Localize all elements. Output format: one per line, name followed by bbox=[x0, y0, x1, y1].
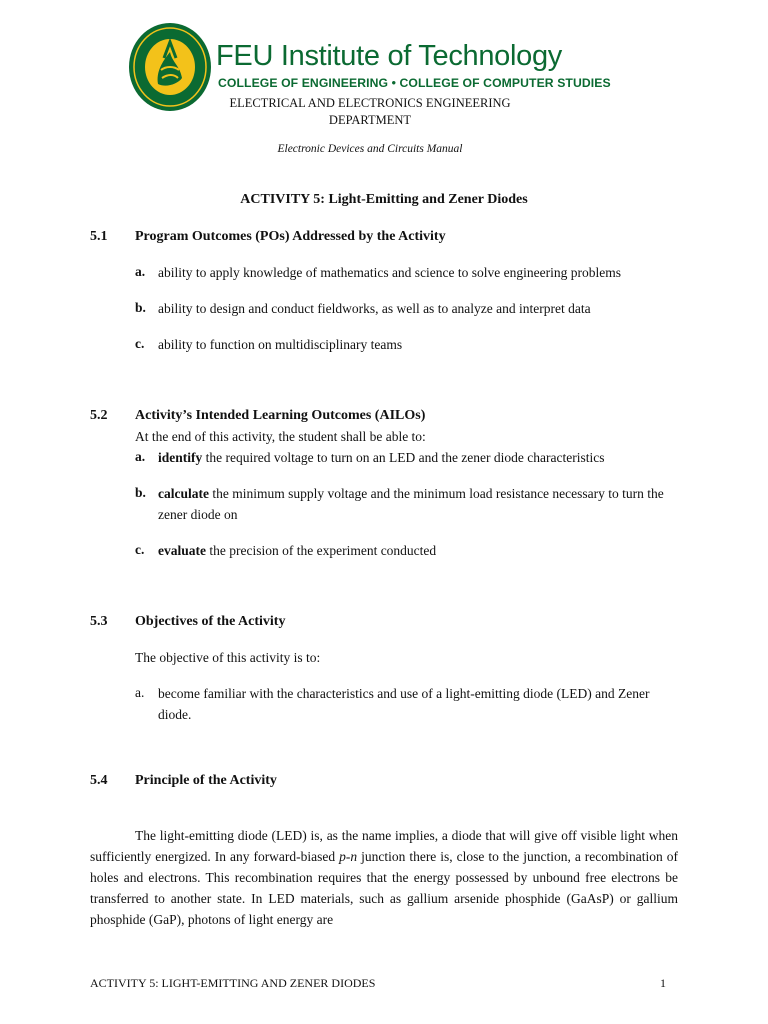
section-5-4-number: 5.4 bbox=[90, 773, 108, 788]
po-c-text: ability to function on multidisciplinary teams bbox=[158, 337, 403, 352]
principle-text-b: junction there is, close to the junction, a recombination of holes and electrons. This recombination requires that the energy possessed by unbound free electrons be transferred to another state. In LED materials, such as gallium arsenide phosphide (GaAsP) or gallium phosphide (GaP), photons of light energy are bbox=[90, 849, 678, 927]
objective-a-letter: a. bbox=[135, 685, 145, 700]
po-b-text: ability to design and conduct fieldworks, as well as to analyze and interpret data bbox=[158, 301, 591, 316]
ailo-a-body: the required voltage to turn on an LED and the zener diode characteristics bbox=[202, 450, 605, 465]
colleges-line: COLLEGE OF ENGINEERING • COLLEGE OF COMPUTER STUDIES bbox=[218, 76, 611, 90]
ailo-b-body: the minimum supply voltage and the minimum load resistance necessary to turn the zener diode on bbox=[158, 486, 664, 522]
section-5-2-number: 5.2 bbox=[90, 408, 108, 423]
ailo-intro: At the end of this activity, the student shall be able to: bbox=[135, 429, 426, 444]
ailo-c-body: the precision of the experiment conducted bbox=[206, 543, 437, 558]
ailo-b-verb: calculate bbox=[158, 486, 209, 501]
ailo-a-text bbox=[158, 447, 678, 468]
ailo-b-text bbox=[158, 483, 678, 525]
section-5-3-number: 5.3 bbox=[90, 614, 108, 629]
section-5-1-number: 5.1 bbox=[90, 229, 108, 244]
activity-title: ACTIVITY 5: Light-Emitting and Zener Diodes bbox=[240, 192, 528, 207]
section-5-4-title: Principle of the Activity bbox=[135, 773, 277, 788]
department-line-1: ELECTRICAL AND ELECTRONICS ENGINEERING bbox=[229, 96, 511, 110]
ailo-c-text bbox=[158, 540, 678, 561]
ailo-c-letter: c. bbox=[135, 542, 145, 557]
po-c-letter: c. bbox=[135, 336, 145, 351]
footer-activity: ACTIVITY 5: LIGHT-EMITTING AND ZENER DIODES bbox=[90, 976, 376, 990]
ailo-a-letter: a. bbox=[135, 449, 146, 464]
objective-a-text: become familiar with the characteristics and use of a light-emitting diode (LED) and Zener diode. bbox=[158, 686, 650, 722]
manual-title: Electronic Devices and Circuits Manual bbox=[277, 143, 463, 155]
department-line-2: DEPARTMENT bbox=[328, 113, 412, 127]
page-number: 1 bbox=[660, 976, 666, 990]
principle-text-italic: p-n bbox=[339, 849, 358, 864]
ailo-a-verb: identify bbox=[158, 450, 203, 465]
ailo-c-verb: evaluate bbox=[158, 543, 206, 558]
section-5-1-title: Program Outcomes (POs) Addressed by the Activity bbox=[135, 229, 446, 244]
section-5-3-title: Objectives of the Activity bbox=[135, 614, 286, 629]
principle-paragraph bbox=[90, 825, 678, 930]
po-a-letter: a. bbox=[135, 264, 146, 279]
ailo-b-letter: b. bbox=[135, 485, 146, 500]
principle-text-a: The light-emitting diode (LED) is, as the name implies, a diode that will give off visible light when sufficiently energized. In any forward-biased bbox=[90, 828, 678, 864]
objective-intro: The objective of this activity is to: bbox=[135, 650, 321, 665]
po-a-text: ability to apply knowledge of mathematics and science to solve engineering problems bbox=[158, 265, 621, 280]
po-b-letter: b. bbox=[135, 300, 146, 315]
section-5-2-title: Activity’s Intended Learning Outcomes (AILOs) bbox=[135, 408, 426, 423]
institution-name: FEU Institute of Technology bbox=[216, 40, 563, 72]
